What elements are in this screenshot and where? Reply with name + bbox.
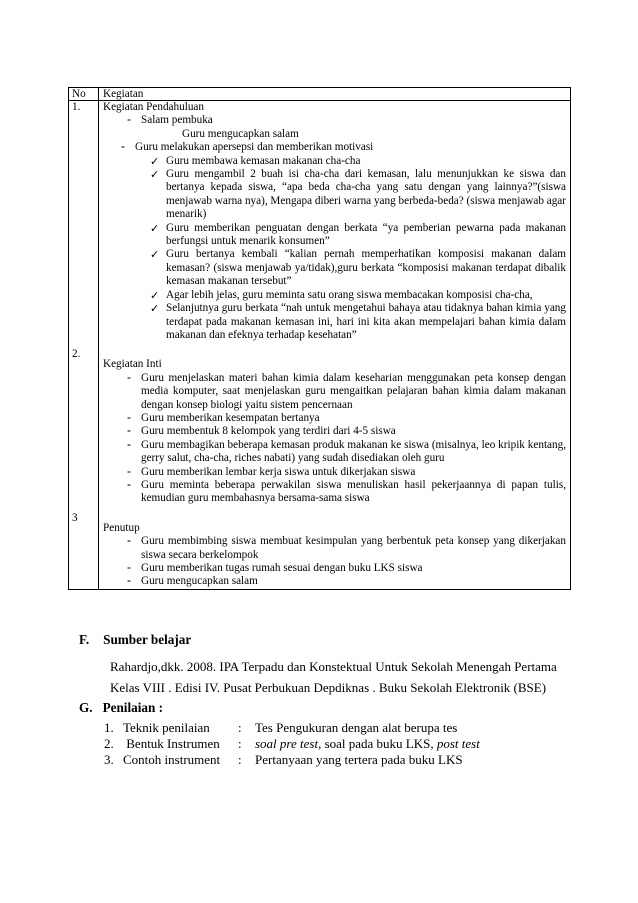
list-item: - Guru memberikan lembar kerja siswa untuk dikerjakan siswa <box>103 466 566 479</box>
section-title-penutup: Penutup <box>103 521 140 534</box>
check-icon: ✓ <box>150 154 160 168</box>
section-number-1: 1. <box>72 101 81 113</box>
list-item: - Guru mengucapkan salam <box>103 575 566 588</box>
section-numbers <box>69 101 99 590</box>
list-item: - Guru memberikan tugas rumah sesuai dengan buku LKS siswa <box>103 562 566 575</box>
checklist-item: ✓ Guru memberikan penguatan dengan berkata “ya pemberian pewarna pada makanan berfungsi untuk menarik konsumen” <box>150 221 566 248</box>
check-icon: ✓ <box>150 221 160 235</box>
check-icon: ✓ <box>150 248 160 262</box>
list-item: - Guru memberikan kesempatan bertanya <box>103 412 566 425</box>
checklist-item: ✓ Agar lebih jelas, guru meminta satu orang siswa membacakan komposisi cha-cha, <box>150 288 533 302</box>
section-number-3: 3 <box>72 511 78 524</box>
dash-bullet: - <box>127 465 131 478</box>
source-line-2: Kelas VIII . Edisi IV. Pusat Perbukuan Depdiknas . Buku Sekolah Elektronik (BSE) <box>110 680 547 695</box>
table-row <box>69 101 571 590</box>
list-item: - Guru membimbing siswa membuat kesimpulan yang berbentuk peta konsep yang dikerjakan siswa secara berkelompok <box>103 535 566 562</box>
checklist-item: ✓ Guru membawa kemasan makanan cha-cha <box>150 154 361 168</box>
source-line-1: Rahardjo,dkk. 2008. IPA Terpadu dan Konstektual Untuk Sekolah Menengah Pertama <box>110 659 557 674</box>
section-heading-text: Penilaian : <box>102 700 164 715</box>
dash-bullet: - <box>127 411 131 424</box>
kegiatan-table <box>68 87 571 590</box>
dash-bullet: - <box>127 535 131 548</box>
check-icon: ✓ <box>150 168 160 182</box>
list-item: - Guru menjelaskan materi bahan kimia dalam keseharian menggunakan peta konsep dengan media komputer, saat menjelaskan guru mengaitkan pelajaran bahan kimia dalam makanan dengan konsep biologi yaitu sistem pencernaan <box>103 372 566 412</box>
dash-bullet: - <box>127 425 131 438</box>
section-letter: G. <box>79 700 93 715</box>
dash-bullet: - <box>121 141 125 154</box>
section-title-inti: Kegiatan Inti <box>103 358 162 371</box>
section-content <box>99 101 571 590</box>
header-kegiatan: Kegiatan <box>99 88 571 101</box>
checklist-item: ✓ Selanjutnya guru berkata “nah untuk mengetahui bahaya atau tidaknya bahan kimia yang terdapat pada makanan kemasan ini, hari ini kita akan mempelajari bahan kimia dalam makanan dan efeknya terhadap kesehatan” <box>150 302 566 341</box>
checklist-item: ✓ Guru bertanya kembali “kalian pernah memperhatikan komposisi makanan dalam kemasan? (siswa menjawab ya/tidak),guru berkata “komposisi makanan terdapat dibalik kemasan makanan tersebut” <box>150 248 566 288</box>
list-item: - Salam pembuka <box>103 114 566 127</box>
list-item-continuation: Guru mengucapkan salam <box>182 127 299 140</box>
dash-bullet: - <box>127 575 131 588</box>
section-letter: F. <box>79 632 90 647</box>
section-heading-sumber <box>79 632 191 648</box>
section-heading-penilaian <box>79 700 163 716</box>
dash-bullet: - <box>127 371 131 384</box>
checklist-item: ✓ Guru mengambil 2 buah isi cha-cha dari kemasan, lalu menunjukkan ke siswa dan bertanya kepada siswa, “apa beda cha-cha yang satu dengan yang lainnya?”(siswa menjawab warna nya), Mengapa diberi warna yang berbeda-beda? (siswa menjawab agar menarik) <box>150 168 566 221</box>
section-number-2: 2. <box>72 348 81 361</box>
penilaian-list <box>104 720 480 768</box>
check-icon: ✓ <box>150 302 160 316</box>
dash-bullet: - <box>127 562 131 574</box>
check-icon: ✓ <box>150 288 160 302</box>
section-title-pendahuluan: Kegiatan Pendahuluan <box>103 101 204 113</box>
section-heading-text: Sumber belajar <box>103 632 192 647</box>
dash-bullet: - <box>127 114 131 127</box>
list-item: - Guru melakukan apersepsi dan memberikan motivasi <box>103 141 566 154</box>
list-item: - Guru membagikan beberapa kemasan produk makanan ke siswa (misalnya, leo kripik kentang, gerry salut, cha-cha, riches nabati) yang sudah disediakan oleh guru <box>103 439 566 466</box>
header-no: No <box>69 88 99 101</box>
list-item: 2. Bentuk Instrumen : soal pre test, soal pada buku LKS, post test <box>104 736 480 751</box>
list-item: - Guru membentuk 8 kelompok yang terdiri dari 4-5 siswa <box>103 425 566 438</box>
dash-bullet: - <box>127 438 131 451</box>
table-header-row <box>69 88 571 101</box>
list-item: - Guru meminta beberapa perwakilan siswa menuliskan hasil pekerjaannya di papan tulis, kemudian guru membahasnya bersama-sama siswa <box>103 479 566 506</box>
list-item: 3. Contoh instrument : Pertanyaan yang tertera pada buku LKS <box>104 752 463 767</box>
dash-bullet: - <box>127 478 131 491</box>
list-item: 1. Teknik penilaian : Tes Pengukuran dengan alat berupa tes <box>104 720 458 735</box>
